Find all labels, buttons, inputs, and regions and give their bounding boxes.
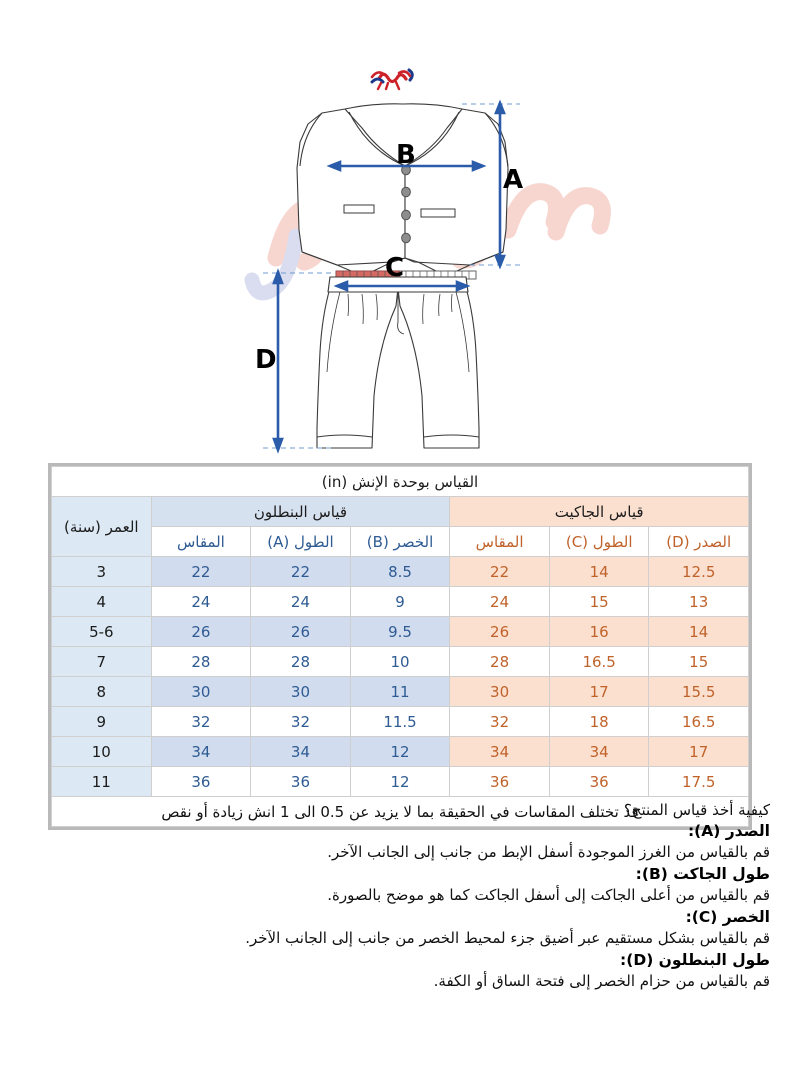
table-row <box>52 617 749 647</box>
table-title: القياس بوحدة الإنش (in) <box>52 467 749 497</box>
cell-size-pants: 28 <box>151 647 251 677</box>
instruction-heading-chest: الصدر (A): <box>687 822 770 840</box>
cell-age: 7 <box>52 647 152 677</box>
cell-size-jacket: 32 <box>450 707 550 737</box>
cell-size-jacket: 34 <box>450 737 550 767</box>
cell-length-c: 16 <box>549 617 649 647</box>
cell-size-jacket: 24 <box>450 587 550 617</box>
cell-age: 11 <box>52 767 152 797</box>
cell-chest-d: 16.5 <box>649 707 749 737</box>
cell-size-jacket: 28 <box>450 647 550 677</box>
instruction-heading-pants-length: طول البنطلون (D): <box>620 951 770 969</box>
subheader-size-jacket: المقاس <box>450 527 550 557</box>
cell-chest-d: 17 <box>649 737 749 767</box>
pants-illustration <box>317 277 479 448</box>
cell-waist-b: 12 <box>350 737 450 767</box>
group-header-jacket: قياس الجاكيت <box>450 497 749 527</box>
cell-length-c: 36 <box>549 767 649 797</box>
instructions-question: كيفية أخذ قياس المنتج؟ <box>623 801 770 819</box>
cell-chest-d: 14 <box>649 617 749 647</box>
product-measurement-diagram <box>0 0 800 462</box>
group-header-pants: قياس البنطلون <box>151 497 450 527</box>
cell-waist-b: 9.5 <box>350 617 450 647</box>
brand-logo <box>372 70 412 89</box>
subheader-size-pants: المقاس <box>151 527 251 557</box>
cell-age: 8 <box>52 677 152 707</box>
cell-size-pants: 36 <box>151 767 251 797</box>
table-row <box>52 767 749 797</box>
cell-age: 5-6 <box>52 617 152 647</box>
label-d: D <box>255 345 277 375</box>
cell-size-pants: 26 <box>151 617 251 647</box>
cell-waist-b: 12 <box>350 767 450 797</box>
cell-length-c: 15 <box>549 587 649 617</box>
cell-age: 9 <box>52 707 152 737</box>
cell-size-pants: 32 <box>151 707 251 737</box>
cell-age: 3 <box>52 557 152 587</box>
cell-length-a: 30 <box>251 677 351 707</box>
label-c: C <box>385 253 405 283</box>
table-row <box>52 557 749 587</box>
table-title-row <box>52 467 749 497</box>
subheader-length-a: الطول (A) <box>251 527 351 557</box>
cell-chest-d: 15 <box>649 647 749 677</box>
cell-length-a: 32 <box>251 707 351 737</box>
group-header-age: العمر (سنة) <box>52 497 152 557</box>
subheader-chest-d: الصدر (D) <box>649 527 749 557</box>
table-row <box>52 587 749 617</box>
label-a: A <box>503 165 524 195</box>
cell-size-jacket: 36 <box>450 767 550 797</box>
cell-waist-b: 10 <box>350 647 450 677</box>
table-subheader-row <box>52 527 749 557</box>
subheader-length-c: الطول (C) <box>549 527 649 557</box>
cell-size-pants: 30 <box>151 677 251 707</box>
instruction-body-chest: قم بالقياس من الغرز الموجودة أسفل الإبط من جانب إلى الجانب الآخر. <box>327 843 770 861</box>
instruction-body-jacket-length: قم بالقياس من أعلى الجاكت إلى أسفل الجاكت كما هو موضح بالصورة. <box>327 886 770 904</box>
cell-waist-b: 8.5 <box>350 557 450 587</box>
cell-length-a: 24 <box>251 587 351 617</box>
cell-chest-d: 13 <box>649 587 749 617</box>
cell-length-a: 34 <box>251 737 351 767</box>
cell-length-c: 17 <box>549 677 649 707</box>
cell-size-jacket: 30 <box>450 677 550 707</box>
size-chart-table <box>51 466 749 827</box>
diagram-svg <box>0 0 800 462</box>
cell-length-a: 36 <box>251 767 351 797</box>
cell-size-jacket: 26 <box>450 617 550 647</box>
size-chart-table-container <box>48 463 752 830</box>
cell-age: 4 <box>52 587 152 617</box>
cell-waist-b: 11.5 <box>350 707 450 737</box>
cell-length-c: 34 <box>549 737 649 767</box>
instruction-heading-jacket-length: طول الجاكت (B): <box>635 865 770 883</box>
label-b: B <box>396 140 416 170</box>
table-row <box>52 737 749 767</box>
table-note: قد تختلف المقاسات في الحقيقة بما لا يزيد عن 0.5 الى 1 انش زيادة أو نقص <box>52 797 749 827</box>
cell-size-jacket: 22 <box>450 557 550 587</box>
instruction-heading-waist: الخصر (C): <box>685 908 770 926</box>
cell-length-a: 22 <box>251 557 351 587</box>
cell-length-c: 18 <box>549 707 649 737</box>
table-row <box>52 677 749 707</box>
cell-waist-b: 9 <box>350 587 450 617</box>
instruction-body-waist: قم بالقياس بشكل مستقيم عبر أضيق جزء لمحيط الخصر من جانب إلى الجانب الآخر. <box>245 929 770 947</box>
cell-size-pants: 24 <box>151 587 251 617</box>
measurement-instructions <box>0 800 770 993</box>
table-group-header-row <box>52 497 749 527</box>
cell-chest-d: 17.5 <box>649 767 749 797</box>
instruction-body-pants-length: قم بالقياس من حزام الخصر إلى فتحة الساق أو الكفة. <box>433 972 770 990</box>
cell-size-pants: 22 <box>151 557 251 587</box>
cell-length-c: 16.5 <box>549 647 649 677</box>
cell-age: 10 <box>52 737 152 767</box>
cell-chest-d: 12.5 <box>649 557 749 587</box>
subheader-waist-b: الخصر (B) <box>350 527 450 557</box>
table-row <box>52 647 749 677</box>
cell-length-a: 26 <box>251 617 351 647</box>
cell-length-c: 14 <box>549 557 649 587</box>
cell-waist-b: 11 <box>350 677 450 707</box>
cell-size-pants: 34 <box>151 737 251 767</box>
cell-length-a: 28 <box>251 647 351 677</box>
table-row <box>52 707 749 737</box>
cell-chest-d: 15.5 <box>649 677 749 707</box>
